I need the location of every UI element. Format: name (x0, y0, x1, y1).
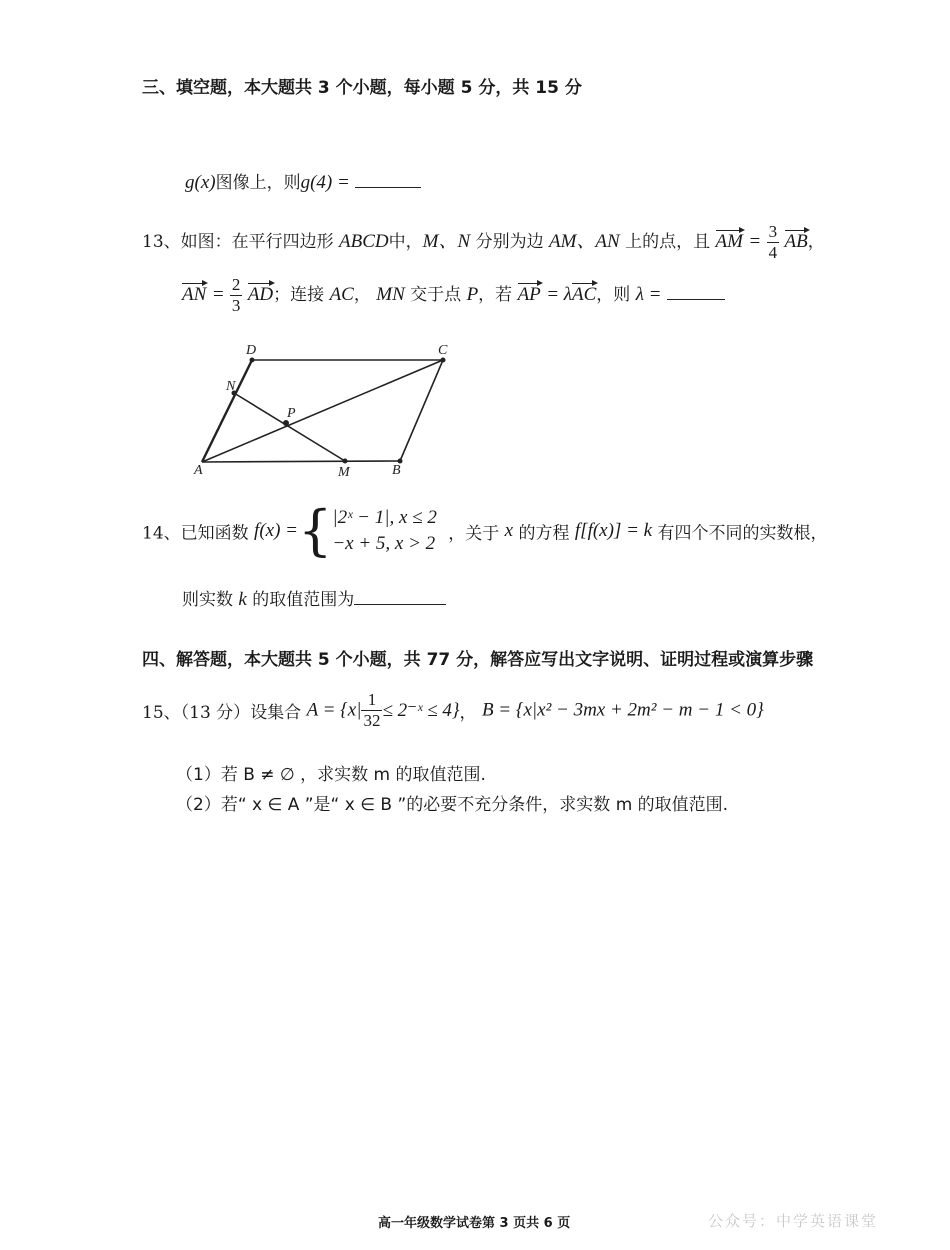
q13-text-b: 中， (388, 232, 423, 252)
question-15-line-1 (142, 690, 764, 731)
frac-den: 3 (231, 296, 241, 315)
cases-brace-icon: { (297, 499, 333, 562)
q13-l2-text-d: ，若 (478, 285, 513, 305)
q14-l2-text-b: 的取值范围为 (252, 590, 355, 610)
question-12-tail (185, 168, 421, 194)
q13-text-a: 如图：在平行四边形 (180, 232, 334, 252)
question-14-line-1 (142, 499, 828, 562)
q15-part-1: （1）若 B ≠ ∅ ，求实数 m 的取值范围. (176, 765, 486, 785)
case-2: −x + 5, x > 2 (332, 533, 436, 554)
q15-number: 15、 (142, 703, 181, 723)
set-a-suffix: ≤ 2⁻ˣ ≤ 4} (382, 700, 460, 721)
q13-am-an: AM、AN (548, 231, 620, 252)
q14-k: k (238, 589, 247, 610)
q14-text-d: 有四个不同的实数根， (657, 523, 828, 544)
frac-den: 4 (768, 243, 778, 262)
q13-l2-text-e: ，则 (596, 285, 631, 305)
q13-l2-text-b: ， (353, 285, 371, 305)
point-m (343, 459, 348, 464)
question-13-line-1 (142, 222, 825, 263)
q12-gx: g(x) (185, 172, 216, 193)
q14-text-c: 的方程 (518, 523, 570, 544)
question-14-line-2 (182, 585, 446, 611)
fraction-1-32 (361, 690, 382, 731)
q13-l2-text-c: 交于点 (410, 285, 462, 305)
case-1: |2ˣ − 1|, x ≤ 2 (332, 507, 437, 528)
label-c: C (438, 343, 448, 358)
label-a: A (194, 463, 203, 478)
q13-l2-text-a: ；连接 (273, 285, 325, 305)
frac-num: 3 (768, 222, 778, 241)
q13-eq-1: = (748, 231, 762, 252)
q13-lambda-eq: = λ (546, 284, 573, 305)
segment-mn (234, 393, 345, 461)
q15-points: （13 分） (180, 703, 251, 723)
q12-text: 图像上，则 (215, 173, 301, 193)
q13-text-c: 分别为边 (475, 232, 544, 252)
vector-an: AN (182, 284, 207, 305)
q14-number: 14、 (142, 523, 181, 544)
label-n: N (226, 379, 236, 394)
piecewise-cases (332, 505, 437, 557)
fraction-2-3 (230, 275, 243, 316)
parallelogram-diagram (190, 338, 460, 480)
section-3-heading: 三、填空题，本大题共 3 个小题，每小题 5 分，共 15 分 (142, 78, 582, 98)
frac-den: 32 (363, 711, 381, 730)
q13-mn-2: MN (376, 284, 405, 305)
answer-blank-14 (354, 603, 446, 605)
question-13-line-2: AN = $\frac{2}{3}$ AD；连接 AC， MN 交于点 P，若 AP = λAC，则 λ = (182, 275, 725, 316)
label-m: M (338, 465, 350, 480)
point-c (441, 358, 446, 363)
answer-blank-13 (667, 298, 725, 300)
label-p: P (287, 406, 296, 421)
q12-expr: g(4) = (300, 172, 350, 193)
q14-fx: f(x) = (254, 520, 298, 541)
q13-p: P (466, 284, 479, 305)
frac-num: 2 (231, 275, 241, 294)
watermark-text: 公众号：中学英语课堂 (708, 1212, 879, 1230)
vector-am: AM (715, 231, 743, 252)
answer-blank-12 (355, 186, 421, 188)
fraction-3-4 (767, 222, 780, 263)
q13-text-d: 上的点，且 (625, 232, 711, 252)
q14-text-b: ，关于 (448, 523, 500, 544)
label-d: D (246, 343, 257, 358)
vector-ab: AB (784, 231, 808, 252)
q15-text-a: 设集合 (250, 703, 302, 723)
q14-text-a: 已知函数 (180, 523, 249, 544)
q13-lambda: λ = (635, 284, 662, 305)
vector-ad: AD (247, 284, 274, 305)
set-b: B = {x|x² − 3mx + 2m² − m − 1 < 0} (481, 699, 764, 721)
q15-comma: ， (459, 703, 477, 723)
section-4-heading: 四、解答题，本大题共 5 个小题，共 77 分，解答应写出文字说明、证明过程或演算步骤 (142, 650, 814, 670)
label-b: B (392, 463, 401, 478)
edge-ab (202, 461, 400, 462)
q13-comma: ， (807, 232, 825, 252)
q13-mn: M、N (422, 231, 471, 252)
q13-number: 13、 (142, 232, 181, 252)
q14-x: x (504, 520, 514, 541)
frac-num: 1 (361, 690, 382, 711)
set-a-prefix: A = {x| (306, 699, 362, 721)
q14-l2-text-a: 则实数 (182, 590, 233, 610)
q13-ac: AC (329, 284, 354, 305)
vector-ac: AC (572, 284, 597, 305)
edge-da (202, 360, 252, 462)
q14-ffx: f[f(x)] = k (574, 520, 653, 541)
page-footer: 高一年级数学试卷第 3 页共 6 页 (378, 1216, 571, 1231)
vector-ap: AP (517, 284, 541, 305)
q15-part-2: （2）若“ x ∈ A ”是“ x ∈ B ”的必要不充分条件，求实数 m 的取值范围. (176, 795, 729, 815)
q13-abcd: ABCD (339, 231, 389, 252)
point-d (250, 358, 255, 363)
